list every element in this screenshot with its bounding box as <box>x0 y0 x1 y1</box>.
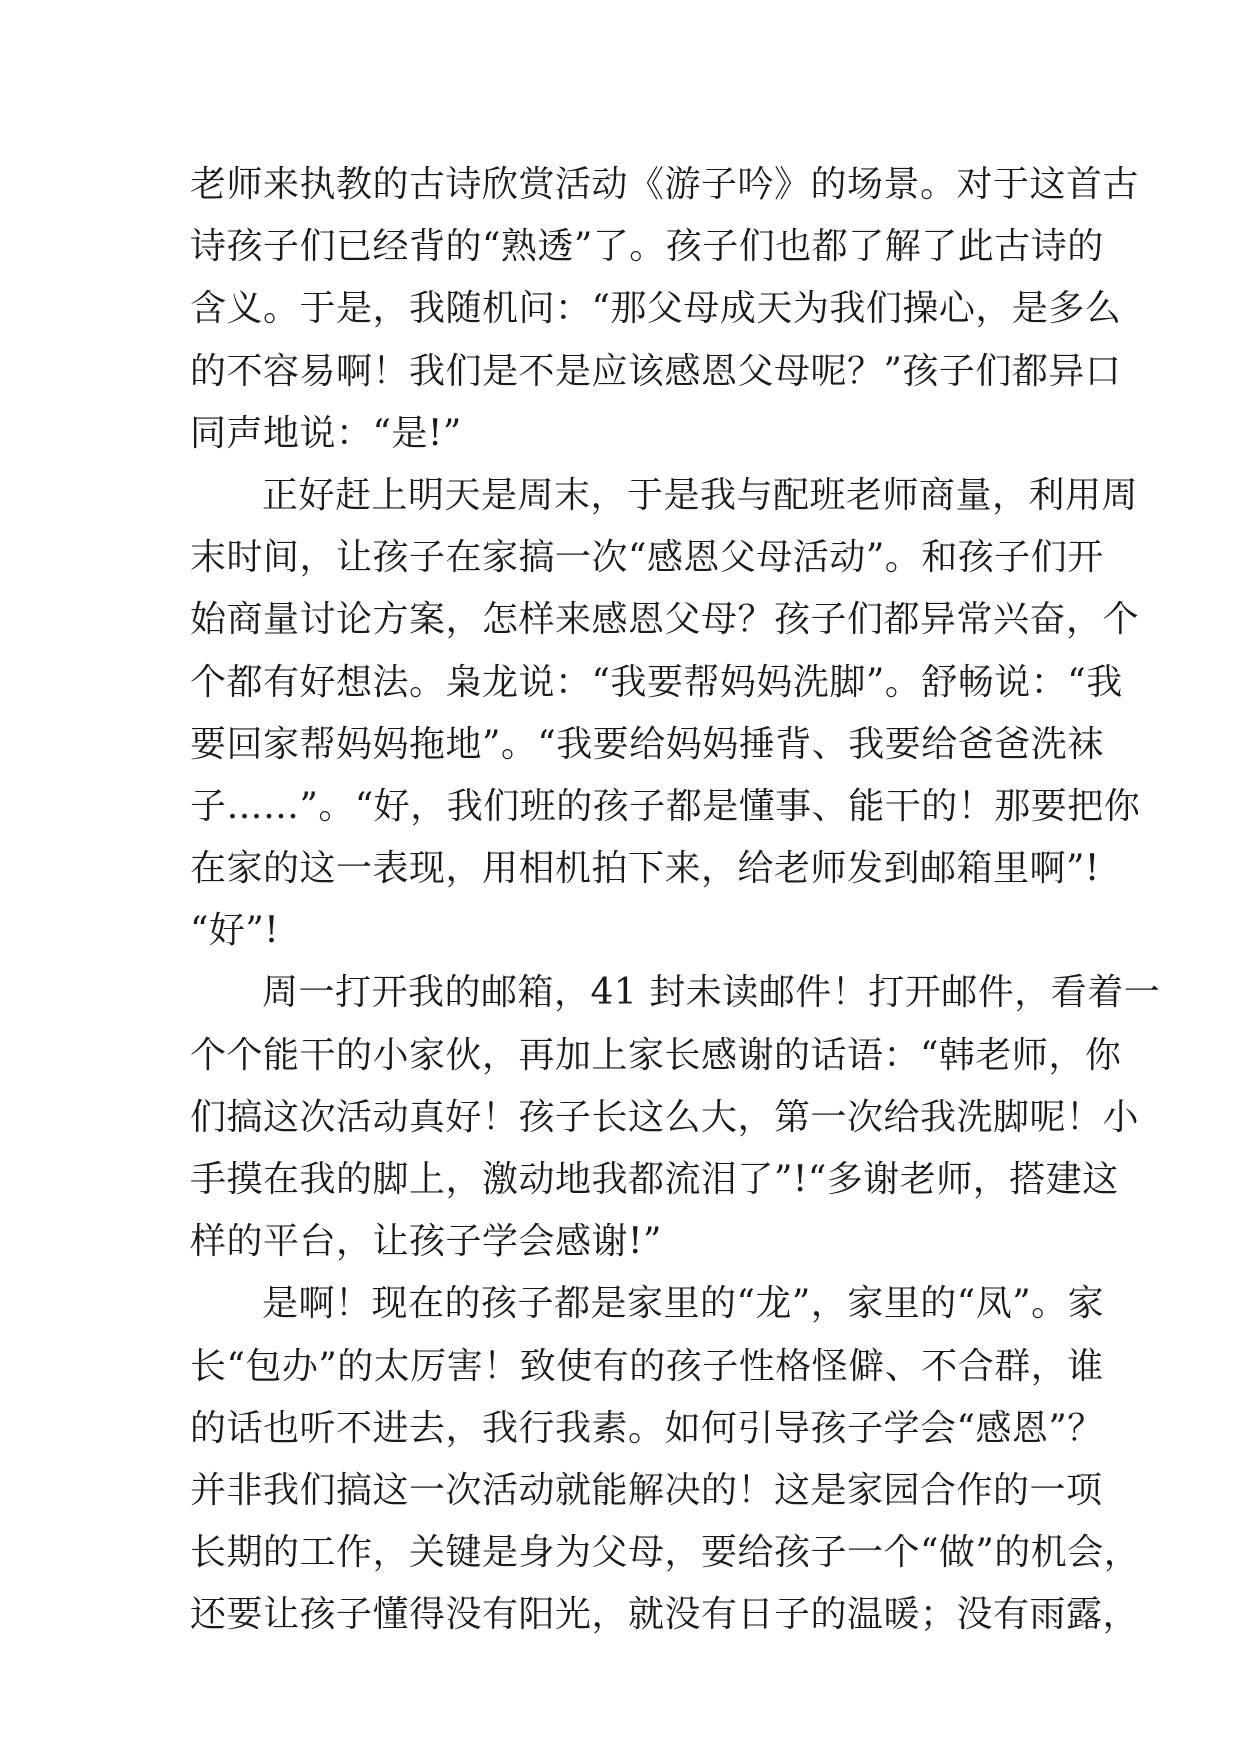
text-line: 子……”。“好，我们班的孩子都是懂事、能干的！那要把你 <box>190 785 1141 827</box>
text-line: “好”! <box>190 910 280 952</box>
text-line: 老师来执教的古诗欣赏活动《游子吟》的场景。对于这首古 <box>190 164 1140 205</box>
text-line: 还要让孩子懂得没有阳光，就没有日子的温暖；没有雨露， <box>190 1594 1140 1636</box>
text-line: 并非我们搞这一次活动就能解决的！这是家园合作的一项 <box>190 1469 1103 1511</box>
text-line: 个个能干的小家伙，再加上家长感谢的话语：“韩老师，你 <box>190 1034 1122 1076</box>
paragraph-start-line: 周一打开我的邮箱，41 封未读邮件！打开邮件，看着一 <box>262 972 1161 1014</box>
text-line: 含义。于是，我随机问：“那父母成天为我们操心，是多么 <box>190 288 1122 330</box>
document-body <box>190 154 1161 1647</box>
text-line: 同声地说：“是!” <box>190 412 462 454</box>
text-line: 样的平台，让孩子学会感谢!” <box>190 1221 662 1263</box>
text-line: 诗孩子们已经背的“熟透”了。孩子们也都了解了此古诗的 <box>190 226 1104 268</box>
text-line: 要回家帮妈妈拖地”。“我要给妈妈捶背、我要给爸爸洗袜 <box>190 723 1104 765</box>
text-line: 在家的这一表现，用相机拍下来，给老师发到邮箱里啊”! <box>190 848 1100 890</box>
text-line: 末时间，让孩子在家搞一次“感恩父母活动”。和孩子们开 <box>190 537 1104 579</box>
text-line: 长期的工作，关键是身为父母，要给孩子一个“做”的机会， <box>190 1532 1141 1574</box>
text-line: 长“包办”的太厉害！致使有的孩子性格怪僻、不合群，谁 <box>190 1345 1104 1387</box>
text-line: 手摸在我的脚上，激动地我都流泪了”!“多谢老师，搭建这 <box>190 1159 1119 1200</box>
text-line: 的话也听不进去，我行我素。如何引导孩子学会“感恩”？ <box>190 1407 1104 1449</box>
text-line: 始商量讨论方案，怎样来感恩父母？孩子们都异常兴奋，个 <box>190 599 1140 641</box>
text-line: 的不容易啊！我们是不是应该感恩父母呢？”孩子们都异口 <box>190 350 1122 392</box>
paragraph-start-line: 是啊！现在的孩子都是家里的“龙”，家里的“凤”。家 <box>262 1283 1105 1325</box>
text-line: 个都有好想法。枭龙说：“我要帮妈妈洗脚”。舒畅说：“我 <box>190 661 1123 703</box>
paragraph-start-line: 正好赶上明天是周末，于是我与配班老师商量，利用周 <box>262 474 1139 516</box>
text-line: 们搞这次活动真好！孩子长这么大，第一次给我洗脚呢！小 <box>190 1096 1140 1138</box>
